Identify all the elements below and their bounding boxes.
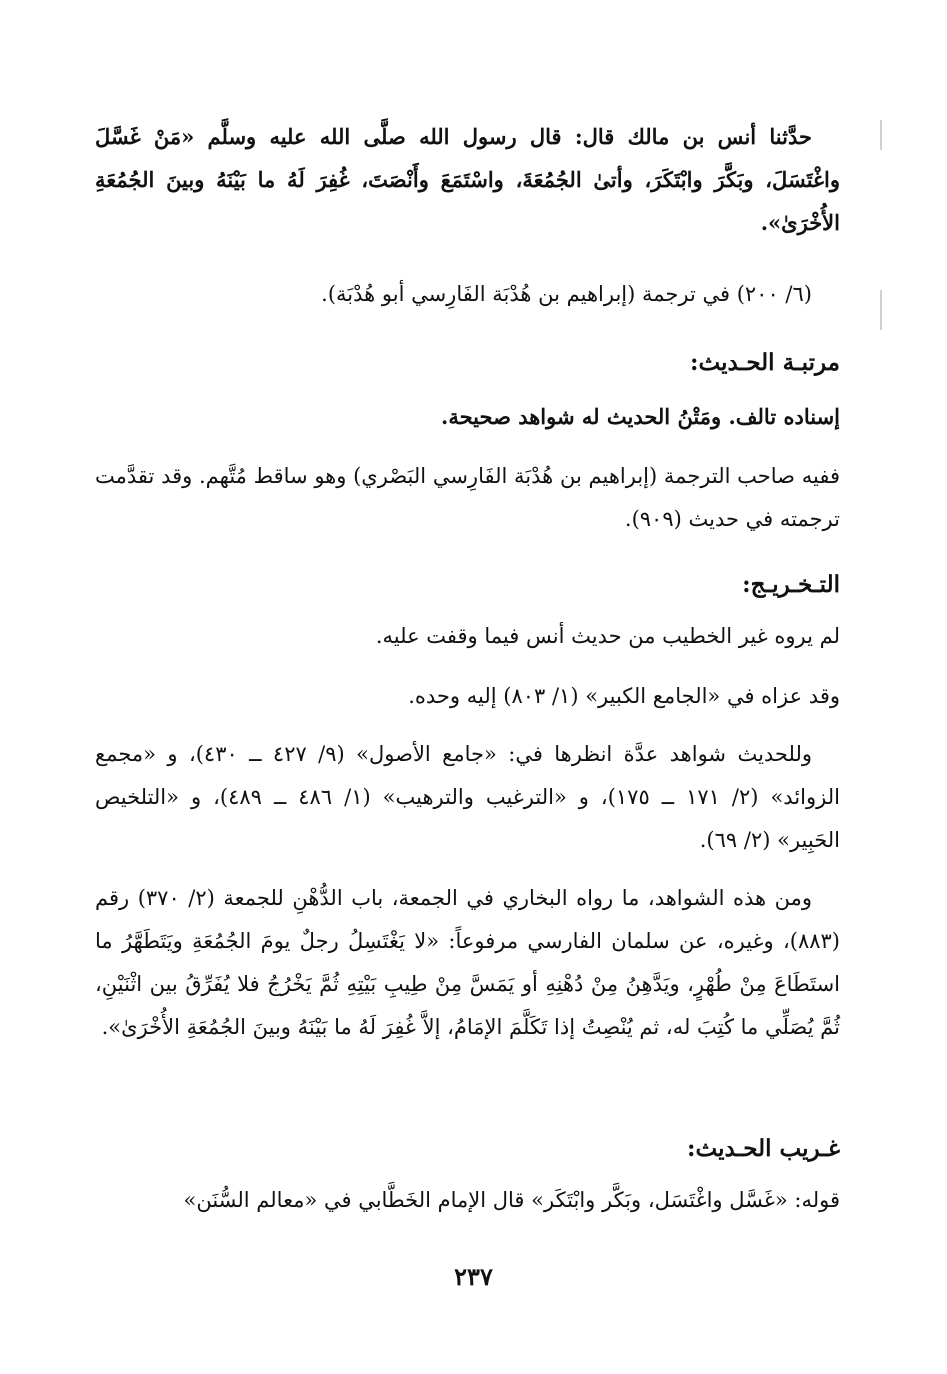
section-heading-gharib: غـريب الحـديث:	[687, 1135, 840, 1162]
takhrij-paragraph-3: وللحديث شواهد عدَّة انظرها في: «جامع الأصول» (٩/ ٤٢٧ ــ ٤٣٠)، و «مجمع الزوائد» (٢/ ١٧١ ــ ١٧٥)، و «الترغيب والترهيب» (١/ ٤٨٦ ــ ٤٨٩)، و «التلخيص الحَبِير» (٢/ ٦٩).	[95, 742, 840, 852]
scan-edge-mark	[880, 290, 882, 330]
page-number: ٢٣٧	[454, 1262, 493, 1291]
evidence-paragraph: ومن هذه الشواهد، ما رواه البخاري في الجمعة، باب الدُّهْنِ للجمعة (٢/ ٣٧٠) رقم (٨٨٣)، وغيره، عن سلمان الفارسي مرفوعاً: «لا يَغْتَسِلُ رجلٌ يومَ الجُمُعَةِ ويَتَطَهَّرُ ما استَطَاعَ مِنْ طُهْرٍ، ويَدَّهِنُ مِنْ دُهْنِهِ أو يَمَسَّ مِنْ طِيبِ بَيْتِهِ ثُمَّ يَخْرُجُ فلا يُفَرِّقُ بين اثْنَيْنِ، ثُمَّ يُصَلِّي ما كُتِبَ له، ثم يُنْصِتُ إذا تَكَلَّمَ الإمَامُ، إلاَّ غُفِرَ لَهُ ما بَيْنَهُ وبينَ الجُمُعَةِ الأُخْرَىٰ».	[95, 886, 840, 1039]
takhrij-paragraph-1: لم يروه غير الخطيب من حديث أنس فيما وقفت عليه.	[375, 624, 840, 648]
gharib-paragraph: قوله: «غَسَّل واغْتَسَل، وبَكَّر وابْتَكَر» قال الإمام الخَطَّابي في «معالم السُّنَن»	[183, 1188, 840, 1212]
takhrij-paragraph-2: وقد عزاه في «الجامع الكبير» (١/ ٨٠٣) إليه وحده.	[408, 684, 840, 708]
section-heading-grade: مرتبـة الحـديث:	[690, 349, 840, 376]
document-page	[95, 105, 840, 1335]
grade-paragraph: إسناده تالف. ومَتْنُ الحديث له شواهد صحيحة.	[441, 404, 840, 429]
section-heading-takhrij: التـخـريـج:	[742, 571, 840, 598]
scan-edge-mark	[880, 120, 882, 150]
hadith-text-paragraph: حدَّثنا أنس بن مالك قال: قال رسول الله صلَّى الله عليه وسلَّم «مَنْ غَسَّلَ واغْتَسَلَ، وبَكَّرَ وابْتَكَرَ، وأتىٰ الجُمُعَةَ، واسْتَمَعَ وأَنْصَتَ، غُفِرَ لَهُ ما بَيْنَهُ وبينَ الجُمُعَةِ الأُخْرَىٰ».	[95, 124, 840, 235]
narrator-paragraph: ففيه صاحب الترجمة (إبراهيم بن هُدْبَة الفَارِسي البَصْري) وهو ساقط مُتَّهم. وقد تقدَّمت ترجمته في حديث (٩٠٩).	[95, 464, 840, 531]
source-reference-paragraph: (٦/ ٢٠٠) في ترجمة (إبراهيم بن هُدْبَة الفَارِسي أبو هُدْبَة).	[321, 282, 812, 306]
